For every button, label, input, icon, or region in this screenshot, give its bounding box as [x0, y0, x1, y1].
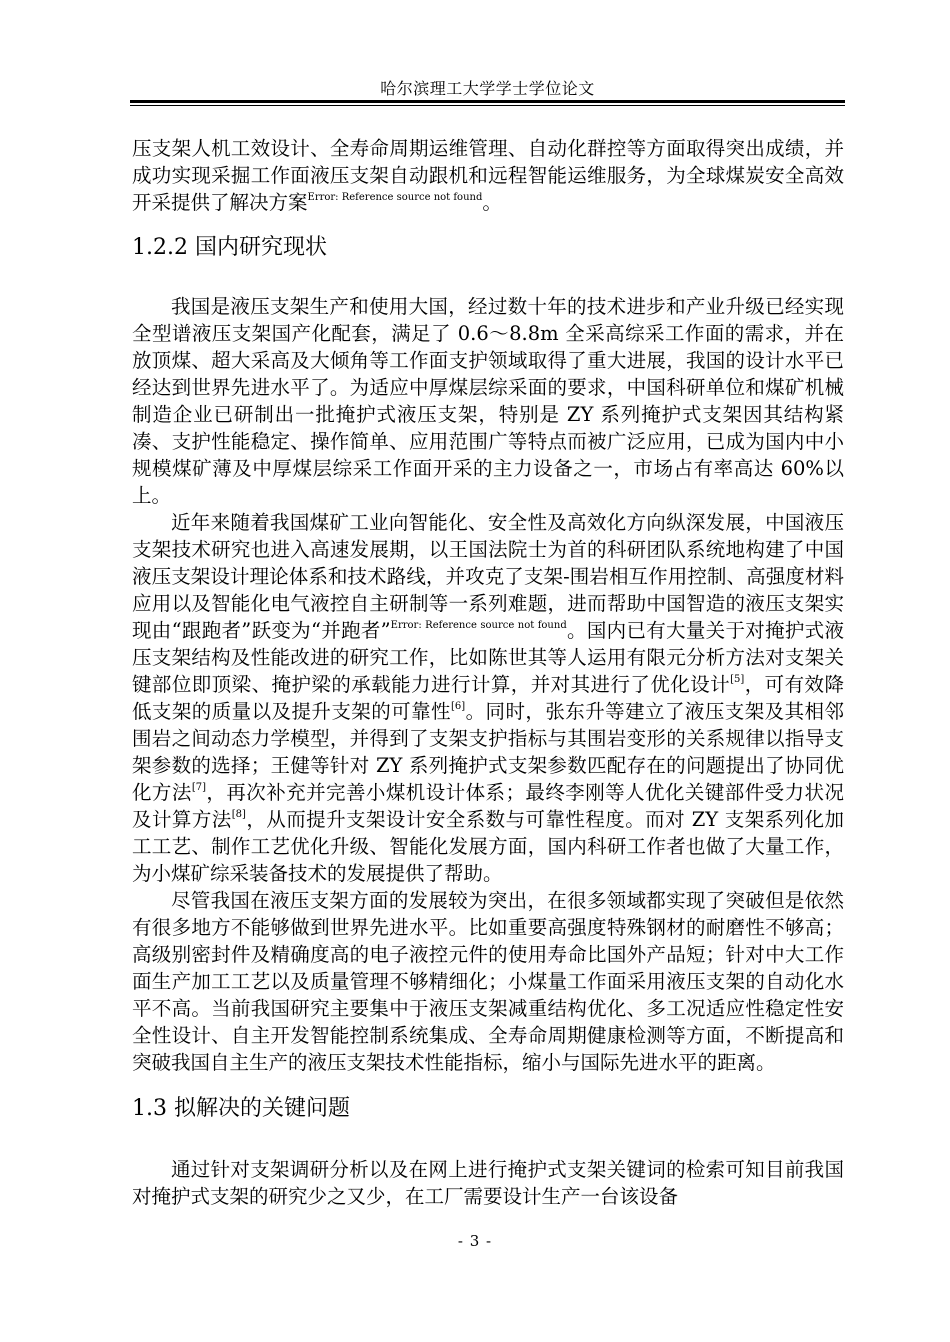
- running-header: 哈尔滨理工大学学士学位论文: [380, 79, 595, 98]
- broken-reference: Error: Reference source not found: [390, 620, 567, 631]
- intro-paragraph: 压支架人机工效设计、全寿命周期运维管理、自动化群控等方面取得突出成绩，并成功实现采掘工作面液压支架自动跟机和远程智能运维服务，为全球煤炭安全高效开采提供了解决方案$^{Error: Reference source not found}$。: [132, 137, 844, 214]
- paragraph-3: 尽管我国在液压支架方面的发展较为突出，在很多领域都实现了突破但是依然有很多地方不能够做到世界先进水平。比如重要高强度特殊钢材的耐磨性不够高；高级别密封件及精确度高的电子液控元件的使用寿命比国外产品短；针对中大工作面生产加工工艺以及质量管理不够精细化；小煤量工作面采用液压支架的自动化水平不高。当前我国研究主要集中于液压支架减重结构优化、多工况适应性稳定性安全性设计、自主开发智能控制系统集成、全寿命周期健康检测等方面，不断提高和突破我国自主生产的液压支架技术性能指标，缩小与国际先进水平的距离。: [132, 889, 844, 1074]
- paragraph-2: 近年来随着我国煤矿工业向智能化、安全性及高效化方向纵深发展，中国液压支架技术研究也进入高速发展期，以王国法院士为首的科研团队系统地构建了中国液压支架设计理论体系和技术路线，并攻克了支架-围岩相互作用控制、高强度材料应用以及智能化电气液控自主研制等一系列难题，进而帮助中国智造的液压支架实现由“跟跑者”跃变为“并跑者”$^{Error: Reference source not found}$。国内已有大量关于对掩护式液压支架结构及性能改进的研究工作，比如陈世其等人运用有限元分析方法对支架关键部位即顶梁、掩护梁的承载能力进行计算，并对其进行了优化设计[5]，可有效降低支架的质量以及提升支架的可靠性[6]。同时，张东升等建立了液压支架及其相邻围岩之间动态力学模型，并得到了支架支护指标与其围岩变形的关系规律以指导支架参数的选择；王健等针对 ZY 系列掩护式支架参数匹配存在的问题提出了协同优化方法[7]，再次补充并完善小煤机设计体系；最终李刚等人优化关键部件受力状况及计算方法[8]，从而提升支架设计安全系数与可靠性程度。而对 ZY 支架系列化加工工艺、制作工艺优化升级、智能化发展方面，国内科研工作者也做了大量工作，为小煤矿综采装备技术的发展提供了帮助。: [132, 511, 844, 885]
- citation-7: [7]: [191, 782, 206, 793]
- paragraph-1: 我国是液压支架生产和使用大国，经过数十年的技术进步和产业升级已经实现全型谱液压支架国产化配套，满足了 0.6～8.8m 全采高综采工作面的需求，并在放顶煤、超大采高及大倾角等工作面支护领域取得了重大进展，我国的设计水平已经达到世界先进水平了。为适应中厚煤层综采面的要求，中国科研单位和煤矿机械制造企业已研制出一批掩护式液压支架，特别是 ZY 系列掩护式支架因其结构紧凑、支护性能稳定、操作简单、应用范围广等特点而被广泛应用，已成为国内中小规模煤矿薄及中厚煤层综采工作面开采的主力设备之一，市场占有率高达 60%以上。: [132, 295, 844, 507]
- citation-6: [6]: [451, 701, 466, 712]
- citation-8: [8]: [231, 809, 246, 820]
- header-rule-thick: [130, 100, 845, 103]
- paragraph-4: 通过针对支架调研分析以及在网上进行掩护式支架关键词的检索可知目前我国对掩护式支架的研究少之又少，在工厂需要设计生产一台该设备: [132, 1158, 844, 1208]
- header-rule-thin: [130, 105, 845, 106]
- section-heading-1-2-2: 1.2.2 国内研究现状: [132, 235, 327, 260]
- page-number: - 3 -: [457, 1232, 493, 1250]
- broken-reference: Error: Reference source not found: [307, 192, 483, 203]
- citation-5: [5]: [730, 674, 745, 685]
- section-heading-1-3: 1.3 拟解决的关键问题: [132, 1096, 350, 1121]
- page-body: [132, 135, 844, 1210]
